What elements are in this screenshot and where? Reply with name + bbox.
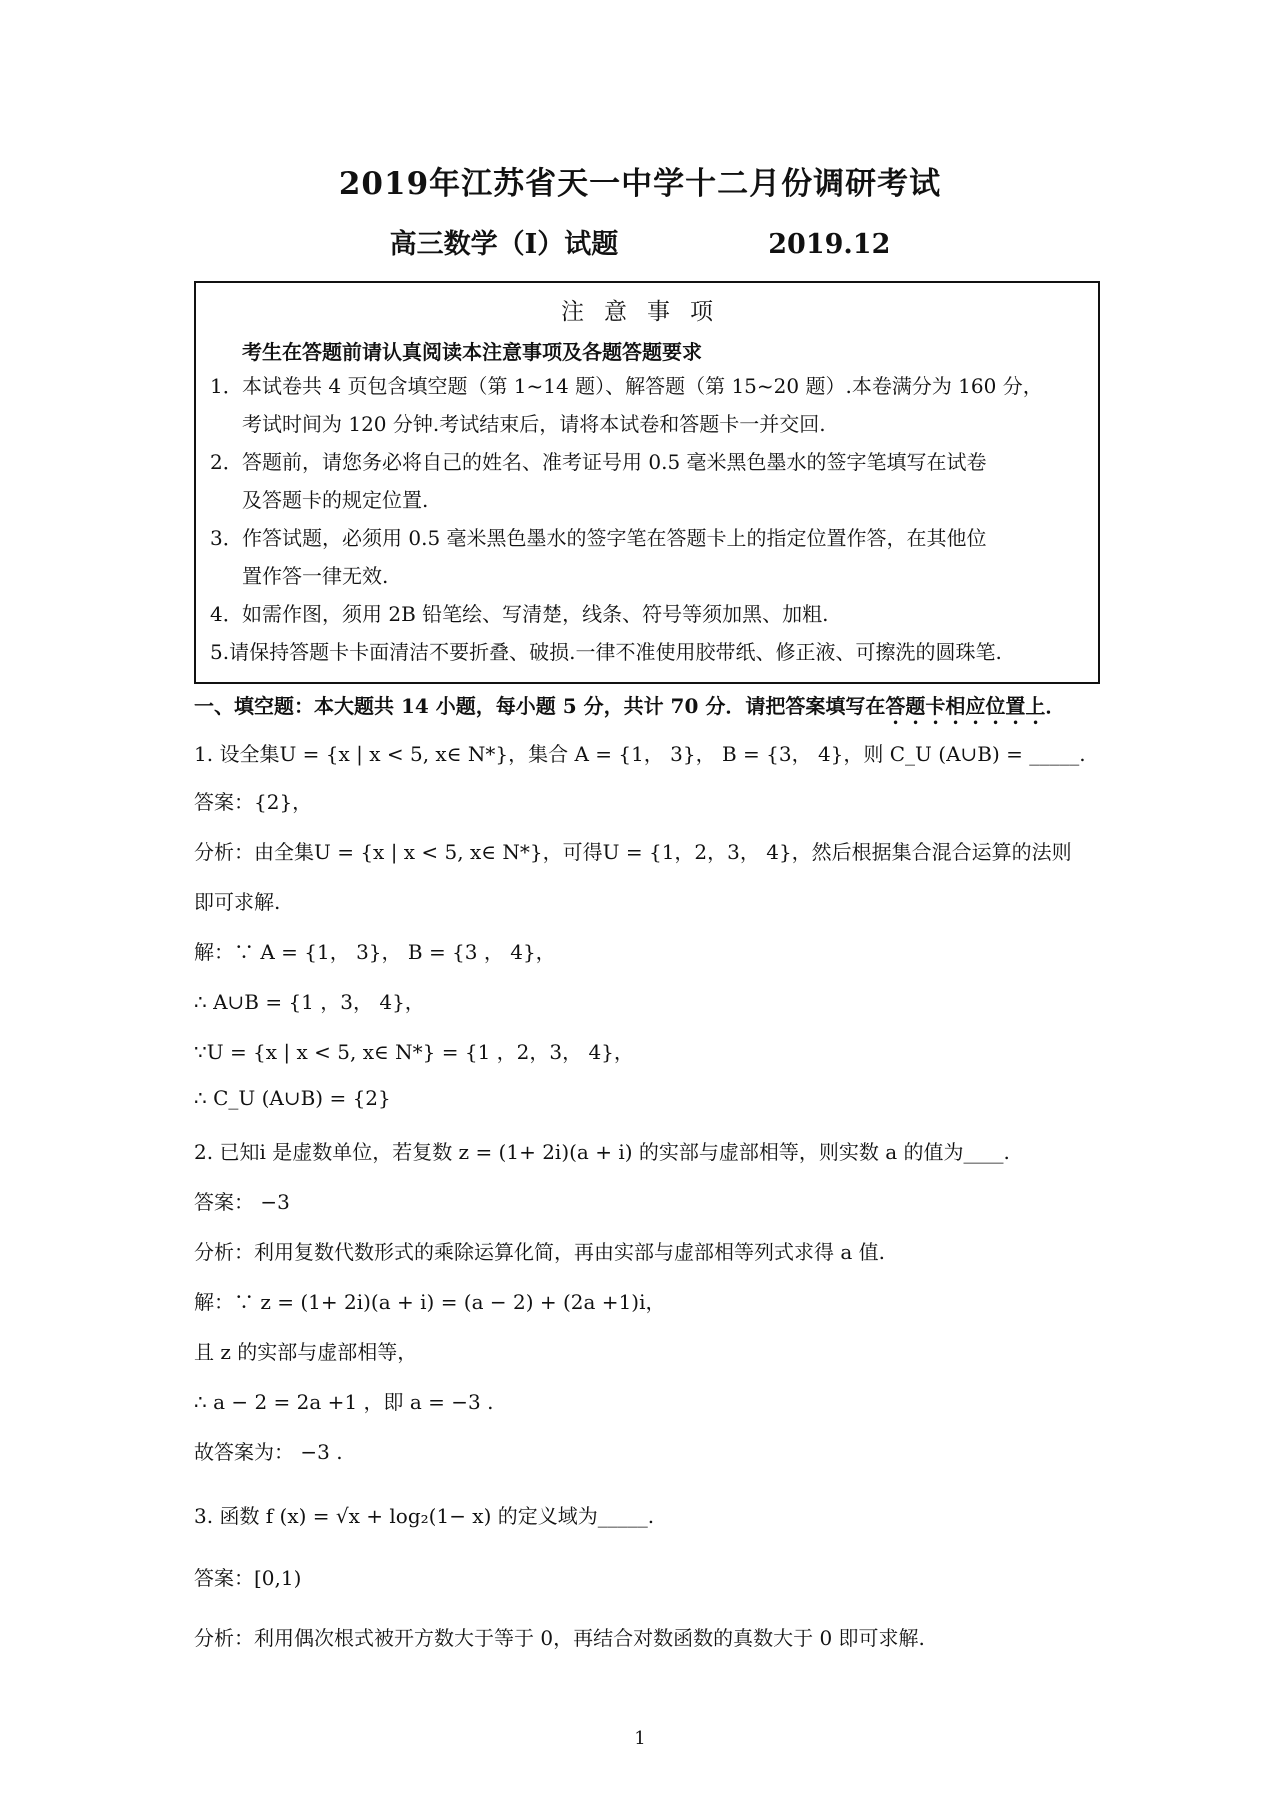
analysis-line: 分析：由全集U = {x | x < 5, x∈ N*}，可得U = {1，2，3， 4}，然后根据集合混合运算的法则 xyxy=(194,840,1072,864)
question-2: 2. 已知i 是虚数单位，若复数 z = (1+ 2i)(a + i) 的实部与虚部相等，则实数 a 的值为____. xyxy=(194,1140,1010,1164)
analysis-line: 分析：利用复数代数形式的乘除运算化简，再由实部与虚部相等列式求得 a 值. xyxy=(194,1240,885,1264)
exam-date: 2019.12 xyxy=(768,229,891,260)
section-heading xyxy=(194,690,1134,729)
solution-line: 解：∵ A = {1， 3}， B = {3 ， 4}， xyxy=(194,940,556,964)
analysis-line: 即可求解. xyxy=(194,890,281,914)
notice-item-line: 答题前，请您务必将自己的姓名、准考证号用 0.5 毫米黑色墨水的签字笔填写在试卷 xyxy=(242,450,987,474)
notice-title: 注意事项 xyxy=(561,299,733,325)
notice-item-number: 1． xyxy=(210,374,243,398)
notice-item-2 xyxy=(210,443,1090,519)
notice-item-line: 考试时间为 120 分钟.考试结束后，请将本试卷和答题卡一并交回. xyxy=(242,412,826,436)
notice-item-5 xyxy=(210,633,1090,671)
exam-title: 2019年江苏省天一中学十二月份调研考试 xyxy=(338,166,942,202)
notice-item-4 xyxy=(210,595,1090,633)
notice-item-line: 5.请保持答题卡卡面清洁不要折叠、破损.一律不准使用胶带纸、修正液、可擦洗的圆珠笔. xyxy=(210,640,1002,664)
notice-item-line: 置作答一律无效. xyxy=(242,564,389,588)
solution-line: 解：∵ z = (1+ 2i)(a + i) = (a − 2) + (2a +1)i， xyxy=(194,1290,666,1314)
notice-item-3 xyxy=(210,519,1090,595)
notice-item-line: 及答题卡的规定位置. xyxy=(242,488,429,512)
notice-item-number: 3． xyxy=(210,526,243,550)
section-heading-suffix: ． xyxy=(1045,694,1066,718)
solution-line: 且 z 的实部与虚部相等， xyxy=(194,1340,418,1364)
answer-line: 答案： −3 xyxy=(194,1190,290,1214)
page-number: 1 xyxy=(634,1728,646,1749)
notice-item-line: 如需作图，须用 2B 铅笔绘、写清楚，线条、符号等须加黑、加粗. xyxy=(242,602,829,626)
notice-item-number: 2． xyxy=(210,450,243,474)
analysis-line: 分析：利用偶次根式被开方数大于等于 0，再结合对数函数的真数大于 0 即可求解. xyxy=(194,1626,925,1650)
solution-line: ∴ a − 2 = 2a +1 ，即 a = −3 . xyxy=(194,1390,494,1414)
solution-line: ∵U = {x | x < 5, x∈ N*} = {1 ，2，3， 4}， xyxy=(194,1040,634,1064)
question-1: 1. 设全集U = {x | x < 5, x∈ N*}，集合 A = {1， 3}， B = {3， 4}，则 C_U (A∪B) = _____. xyxy=(194,742,1086,766)
question-3: 3. 函数 f (x) = √x + log₂(1− x) 的定义域为_____. xyxy=(194,1504,655,1528)
exam-subtitle xyxy=(0,222,1280,261)
notice-box xyxy=(194,281,1100,684)
notice-item-number: 4． xyxy=(210,602,243,626)
notice-intro: 考生在答题前请认真阅读本注意事项及各题答题要求 xyxy=(242,340,702,364)
subject-label: 高三数学（Ⅰ）试题 xyxy=(389,229,619,260)
solution-line: 故答案为： −3 . xyxy=(194,1440,343,1464)
notice-item-line: 作答试题，必须用 0.5 毫米黑色墨水的签字笔在答题卡上的指定位置作答，在其他位 xyxy=(242,526,987,550)
section-heading-emphasis: 答题卡相应位置上 xyxy=(885,694,1046,718)
solution-line: ∴ A∪B = {1 ，3， 4}， xyxy=(194,990,425,1014)
answer-line: 答案：[0,1) xyxy=(194,1566,302,1590)
section-heading-prefix: 一、填空题：本大题共 14 小题，每小题 5 分，共计 70 分．请把答案填写在 xyxy=(194,694,886,718)
answer-line: 答案：{2}， xyxy=(194,790,313,814)
solution-line: ∴ C_U (A∪B) = {2} xyxy=(194,1086,391,1110)
notice-item-line: 本试卷共 4 页包含填空题（第 1~14 题）、解答题（第 15~20 题）.本卷满分为 160 分， xyxy=(242,374,1043,398)
notice-item-1 xyxy=(210,367,1090,443)
